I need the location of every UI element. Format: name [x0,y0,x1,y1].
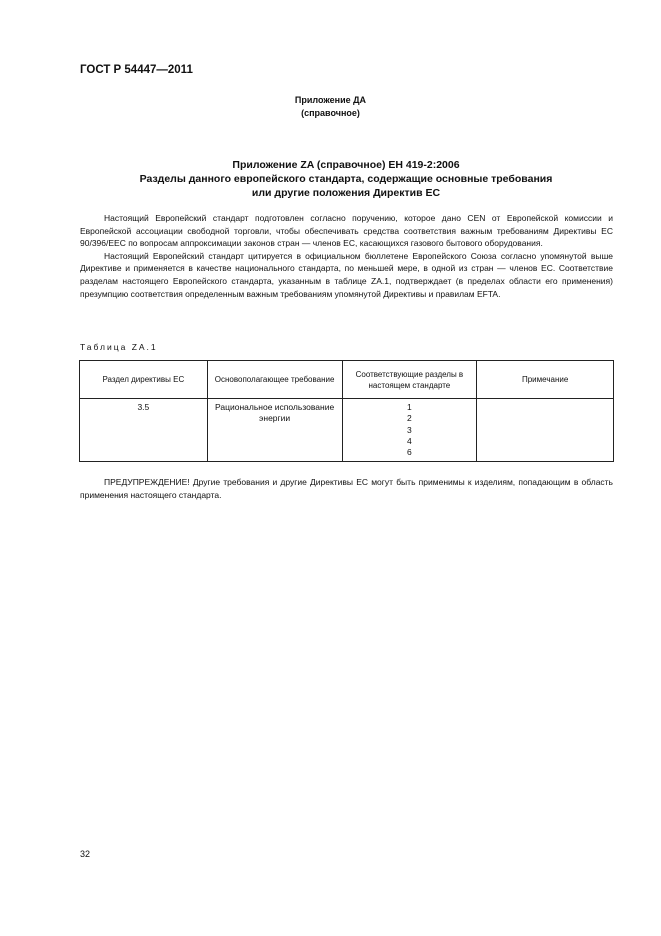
table-header-row [80,361,614,399]
column-header: Примечание [477,361,614,399]
cell-requirement: Рациональное использование энергии [207,399,342,462]
page-number: 32 [80,849,91,859]
cell-clauses [342,399,477,462]
column-header: Соответствующие разделы в настоящем стандарте [342,361,477,399]
paragraph: Настоящий Европейский стандарт цитируется в официальном бюллетене Европейского Союза согласно упомянутой выше Директиве и применяется в качестве национального стандарта, по меньшей мере, в одной из стран — членов ЕС. Соответствие разделам настоящего Европейского стандарта, указанным в таблице ZA.1, подтверждает (в пределах области его применения) презумпцию соответствия определенным важным требованиям упомянутой Директивы и правилам EFTA. [80,250,613,299]
annex-title [80,158,612,200]
annex-title-line-2: Разделы данного европейского стандарта, содержащие основные требования [139,173,553,185]
table-caption: Таблица ZA.1 [80,342,158,352]
body-text [80,212,613,300]
document-number: ГОСТ Р 54447—2011 [80,64,193,76]
cell-section: 3.5 [80,399,208,462]
appendix-heading [0,94,661,120]
warning-text [80,476,613,501]
requirements-table [79,360,614,462]
cell-note [477,399,614,462]
clause-number: 6 [407,447,412,458]
annex-title-line-3: или другие положения Директив ЕС [251,187,441,199]
warning-paragraph: ПРЕДУПРЕЖДЕНИЕ! Другие требования и другие Директивы ЕС могут быть применимы к изделиям, попадающим в область применения настоящего стандарта. [80,477,613,500]
clause-number: 4 [407,435,412,446]
clause-number: 1 [407,402,412,412]
appendix-type: (справочное) [301,108,360,118]
clause-number: 2 [407,413,412,424]
column-header: Раздел директивы ЕС [80,361,208,399]
appendix-label: Приложение ДА [294,95,367,105]
column-header: Основополагающее требование [207,361,342,399]
annex-title-line-1: Приложение ZA (справочное) ЕН 419-2:2006 [232,159,460,171]
paragraph: Настоящий Европейский стандарт подготовлен согласно поручению, которое дано CEN от Европейской комиссии и Европейской ассоциации свободной торговли, чтобы обеспечивать средства соответствия важным требованиям Директивы ЕС 90/396/EEC по вопросам аппроксимации законов стран — членов ЕС, касающихся газового бытового оборудования. [80,213,613,249]
table-row [80,399,614,462]
clause-number: 3 [407,424,412,435]
